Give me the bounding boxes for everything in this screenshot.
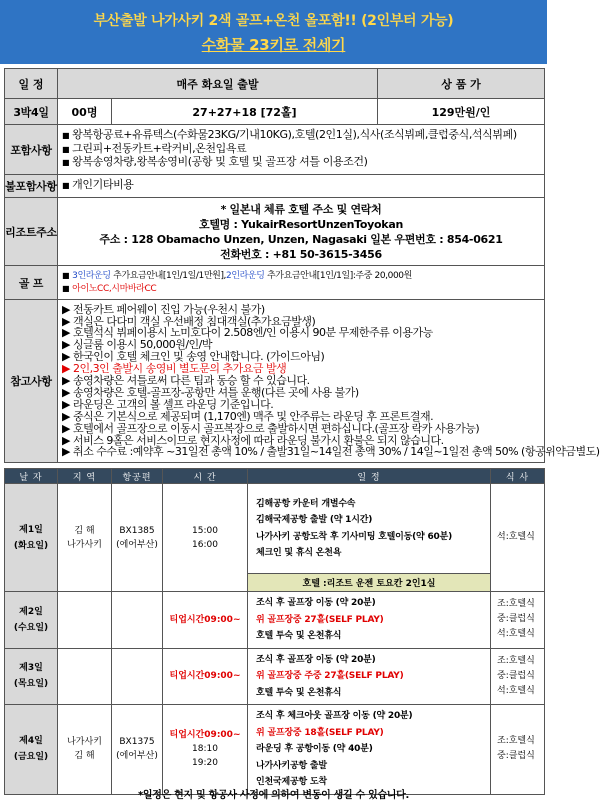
region-cell [58,592,112,649]
bullet-icon: ▶ [62,374,73,388]
duration-value: 3박4일 [5,99,58,125]
time-cell [163,484,248,592]
resort-label: 리조트주소 [5,198,58,266]
time-text: 15:00 [192,525,218,536]
flight-cell [112,705,163,795]
note-item: ▶ 객실은 다다미 객실 우선배정 침대객실(추가요금발생) [62,314,316,328]
activity-cell [248,484,491,574]
day-cell [5,705,58,795]
weekday-label: (수요일) [13,622,49,633]
activity-cell [248,705,491,795]
activity-text: 호텔 투숙 및 온천휴식 [256,687,342,698]
golf-label: 골 프 [5,266,58,300]
footer-note: *일정은 현지 및 항공사 사정에 의하여 변동이 생길 수 있습니다. [137,790,410,801]
price-value: 129만원/인 [378,99,545,125]
activity-text: 조식 후 체크아웃 골프장 이동 (약 20분) [256,711,413,721]
header-departure: 매주 화요일 출발 [58,69,378,99]
banner-title: 부산출발 나가사키 2색 골프+온천 올포함!! (2인부터 가능) [93,13,454,29]
list-item: ■ 그린피+전동카트+락커비,온천입욕료 [62,141,247,155]
resort-address [58,198,545,266]
schedule-header-date: 날 자 [5,469,58,484]
region-cell [58,705,112,795]
activity-cell [248,592,491,649]
included-label: 포함사항 [5,125,58,175]
activity-text: 나가사키공항 출발 [256,760,327,771]
schedule-header-itinerary: 일 정 [248,469,491,484]
bullet-icon: ▶ [62,433,73,447]
meal-text: 석:호텔식 [497,685,535,696]
activity-text: 호텔 투숙 및 온천휴식 [256,631,342,641]
flight-text: (에어부산) [116,751,158,762]
notes-list [58,300,600,463]
meal-cell [491,592,545,649]
time-text: 티업시간09:00~ [169,730,241,741]
resort-line: * 일본내 체류 호텔 주소 및 연락처 [220,202,382,216]
activity-text: 조식 후 골프장 이동 (약 20분) [256,654,376,665]
time-text: 19:20 [192,758,218,769]
flight-text: BX1385 [119,525,155,536]
activity-text: 인천국제공항 도착 [256,777,327,787]
time-cell [163,592,248,649]
time-text: 티업시간09:00~ [169,671,241,682]
bullet-icon: ▶ [62,445,73,459]
note-item: ▶ 송영차량은 셔틀로써 다른 팀과 동승 할 수 있습니다. [62,374,310,388]
note-item: ▶ 호텔석식 뷔페이용시 노미호다이 2.508엔/인 이용시 90분 무제한주류 이용가능 [62,326,433,340]
list-item: ■ 왕복항공료+유류텍스(수화물23KG/기내10KG),호텔(2인1실),식사(조식뷔페,클럽중식,석식뷔페) [62,128,517,142]
meal-text: 중:클럽식 [497,670,535,681]
list-item: ■ 왕복송영차량,왕복송영비(공항 및 호텔 및 골프장 셔틀 이용조건) [62,155,368,169]
bullet-icon: ▶ [62,326,73,340]
note-item: ▶ 호텔에서 골프장으로 이동시 골프복장으로 출발하시면 편하십니다.(골프장 락카 사용가능) [62,421,480,435]
holes-value: 27+27+18 [72홀] [112,99,378,125]
schedule-row [5,484,545,574]
resort-line: 호텔명 : YukairResortUnzenToyokan [199,217,403,231]
schedule-header-meal: 식 사 [491,469,545,484]
weekday-label: (금요일) [13,752,49,763]
day-label: 제2일 [19,606,43,617]
banner-subtitle: 수화물 23키로 전세기 [201,36,346,54]
golf-fee-line: ■ 3인라운딩 추가요금안내[1인/1일/1만원],2인라운딩 추가요금안내[1인/1일]:주중 20,000원 [62,271,412,281]
region-cell [58,484,112,592]
time-text: 16:00 [192,539,218,550]
header-price: 상 품 가 [378,69,545,99]
hotel-bar: 호텔 :리조트 운젠 토요칸 2인1실 [248,574,491,592]
note-item: ▶ 서비스 9홀은 서비스이므로 현지사정에 따라 라운딩 불가시 환불은 되지 않습니다. [62,433,444,447]
meal-text: 중:클럽식 [497,614,535,625]
region-text: 나가사키 [67,539,102,550]
schedule-header-flight: 항공편 [112,469,163,484]
activity-text: 김해공항 카운터 개별수속 [256,498,356,509]
activity-text: 라운딩 후 공항이동 (약 40분) [256,744,373,754]
bullet-icon: ▶ [62,409,73,423]
bullet-icon: ▶ [62,397,73,411]
activity-text: 위 골프장중 27홀(SELF PLAY) [256,614,384,625]
note-item: ▶ 취소 수수료 :예약후 ~31일전 총액 10% / 출발31일~14일전 총액 30% / 14일~1일전 총액 50% (항공위약금별도) [62,445,600,459]
day-label: 제3일 [19,663,43,674]
time-cell [163,705,248,795]
schedule-row [5,592,545,649]
schedule-row [5,705,545,795]
title-banner [0,0,547,64]
note-item: ▶ 라운딩은 고객의 볼 셀프 라운딩 기준입니다. [62,397,274,411]
meal-text: 석:호텔식 [497,629,535,640]
day-label: 제4일 [19,736,43,747]
note-item: ▶ 싱글룸 이용시 50,000원/인/박 [62,338,212,352]
region-text: 김 해 [74,525,95,536]
flight-cell [112,484,163,592]
weekday-label: (화요일) [13,540,49,551]
note-item: ▶ 송영차량은 호텔-골프장-공항만 셔틀 운행(다른 곳에 사용 불가) [62,385,359,399]
activity-cell [248,648,491,705]
product-info-table [4,68,600,463]
notes-label: 참고사항 [5,300,58,463]
meal-cell [491,484,545,592]
note-item: ▶ 전동카트 페어웨이 진입 가능(우천시 불가) [62,302,265,316]
activity-text: 김해국제공항 출발 (약 1시간) [256,515,373,525]
resort-line: 전화번호 : +81 50-3615-3456 [220,247,382,261]
weekday-label: (목요일) [13,679,49,690]
meal-cell [491,648,545,705]
activity-text: 나가사키 공항도착 후 기사미팅 호텔이동(약 60분) [256,531,453,542]
flight-cell [112,648,163,705]
day-cell [5,592,58,649]
activity-text: 조식 후 골프장 이동 (약 20분) [256,598,376,608]
note-item: ▶ 중식은 기본식으로 제공되며 (1,170엔) 맥주 및 안주류는 라운딩 후 프론트결재. [62,409,434,423]
flight-text: BX1375 [119,737,155,748]
bullet-icon: ▶ [62,385,73,399]
region-cell [58,648,112,705]
schedule-table [4,468,545,795]
time-cell [163,648,248,705]
golf-course-line: ■ 아이노CC,시마바라CC [62,283,157,294]
region-text: 김 해 [74,751,95,762]
bullet-icon: ▶ [62,314,73,328]
bullet-icon: ▶ [62,421,73,435]
activity-text: 위 골프장중 18홀(SELF PLAY) [256,727,384,738]
schedule-header-time: 시 간 [163,469,248,484]
meal-text: 석:호텔식 [497,532,535,542]
bullet-icon: ▶ [62,302,73,316]
time-text: 티업시간09:00~ [169,614,241,625]
flight-cell [112,592,163,649]
meal-text: 중:클럽식 [497,751,535,762]
day-label: 제1일 [19,524,43,535]
time-text: 18:10 [192,744,218,755]
included-list [58,125,545,175]
bullet-icon: ▶ [62,350,73,364]
meal-text: 조:호텔식 [497,599,535,610]
bullet-icon: ▶ [62,338,73,352]
note-item: ▶ 2인,3인 출발시 송영비 별도문의 추가요금 발생 [62,362,287,376]
list-item: ■ 개인기타비용 [62,178,134,192]
header-schedule: 일 정 [5,69,58,99]
region-text: 나가사키 [67,737,102,748]
schedule-row [5,648,545,705]
excluded-label: 불포함사항 [5,175,58,198]
meal-text: 조:호텔식 [497,655,535,666]
note-item: ▶ 한국인이 호텔 체크인 및 송영 안내합니다. (가이드아님) [62,350,325,364]
meal-cell [491,705,545,795]
flight-text: (에어부산) [116,539,158,550]
resort-line: 주소 : 128 Obamacho Unzen, Unzen, Nagasaki 일본 우편번호 : 854-0621 [99,232,503,246]
count-value: 00명 [58,99,112,125]
meal-text: 조:호텔식 [497,736,535,747]
day-cell [5,484,58,592]
excluded-list [58,175,545,198]
activity-text: 체크인 및 휴식 온천욕 [256,548,342,558]
day-cell [5,648,58,705]
golf-info [58,266,545,300]
bullet-icon: ▶ [62,362,73,376]
activity-text: 위 골프장중 주중 27홀(SELF PLAY) [256,671,404,681]
schedule-header-region: 지 역 [58,469,112,484]
